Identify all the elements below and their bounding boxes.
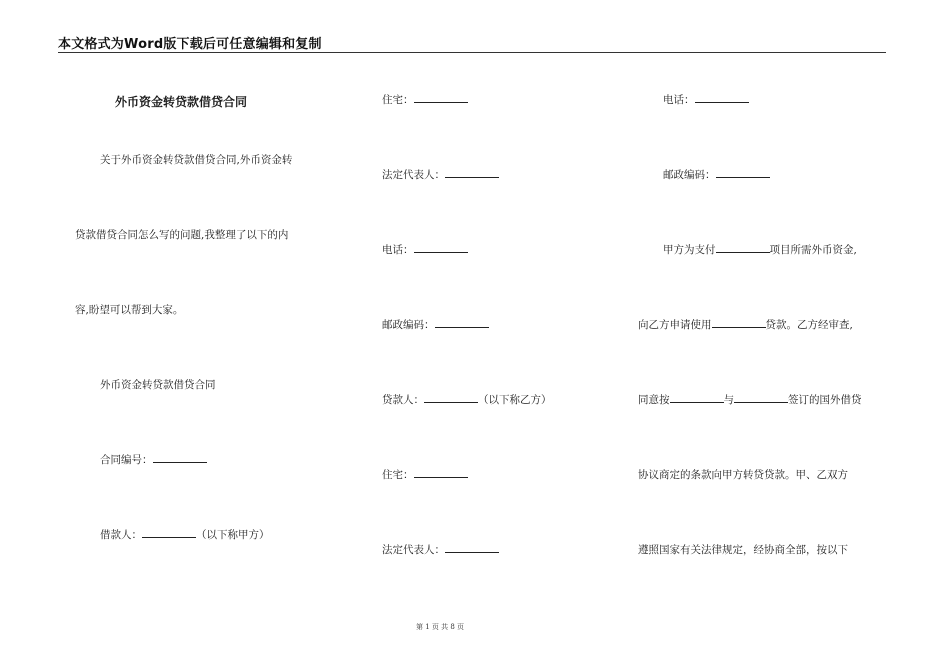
phone-blank-2 bbox=[695, 93, 749, 103]
borrower-blank bbox=[142, 528, 196, 538]
loan-type-blank bbox=[712, 318, 766, 328]
document-title: 外币资金转贷款借贷合同 bbox=[115, 95, 248, 109]
intro-line-1: 关于外币资金转贷款借贷合同,外币资金转 bbox=[100, 154, 293, 166]
lender-blank bbox=[424, 393, 478, 403]
body-text-3a: 同意按 bbox=[638, 394, 670, 406]
contract-number-label: 合同编号： bbox=[100, 454, 153, 466]
phone-row-1 bbox=[382, 243, 468, 257]
borrower-label: 借款人： bbox=[100, 529, 142, 541]
page-header: 本文格式为Word版下载后可任意编辑和复制 bbox=[58, 37, 322, 52]
body-text-3c: 签订的国外借贷 bbox=[788, 394, 862, 406]
body-text-1b: 项目所需外币资金, bbox=[769, 244, 857, 256]
postcode-row-1 bbox=[382, 318, 489, 332]
body-text-2a: 向乙方申请使用 bbox=[638, 319, 712, 331]
legal-rep-label-1: 法定代表人： bbox=[382, 169, 445, 181]
legal-rep-blank-1 bbox=[445, 168, 499, 178]
body-text-2b: 贷款。乙方经审查, bbox=[765, 319, 853, 331]
phone-row-2 bbox=[663, 93, 749, 107]
postcode-row-2 bbox=[663, 168, 770, 182]
borrower-suffix: （以下称甲方） bbox=[196, 529, 270, 541]
lender-suffix: （以下称乙方） bbox=[478, 394, 552, 406]
legal-rep-row-1 bbox=[382, 168, 499, 182]
body-line-4: 协议商定的条款向甲方转贷贷款。甲、乙双方 bbox=[638, 469, 848, 481]
postcode-blank-2 bbox=[716, 168, 770, 178]
party-b-blank bbox=[734, 393, 788, 403]
body-line-5: 遵照国家有关法律规定，经协商全部，按以下 bbox=[638, 544, 848, 556]
body-line-3 bbox=[638, 393, 862, 407]
borrower-row bbox=[100, 528, 270, 542]
postcode-label-2: 邮政编码： bbox=[663, 169, 716, 181]
project-blank bbox=[716, 243, 770, 253]
address-blank-2 bbox=[414, 468, 468, 478]
party-a-blank bbox=[670, 393, 724, 403]
legal-rep-row-2 bbox=[382, 543, 499, 557]
lender-label: 贷款人： bbox=[382, 394, 424, 406]
address-label-1: 住宅： bbox=[382, 94, 414, 106]
contract-name: 外币资金转贷款借贷合同 bbox=[100, 379, 216, 391]
address-row-2 bbox=[382, 468, 468, 482]
phone-label-1: 电话： bbox=[382, 244, 414, 256]
phone-label-2: 电话： bbox=[663, 94, 695, 106]
lender-row bbox=[382, 393, 552, 407]
body-line-1 bbox=[663, 243, 857, 257]
legal-rep-label-2: 法定代表人： bbox=[382, 544, 445, 556]
contract-number-row bbox=[100, 453, 207, 467]
intro-line-2: 贷款借贷合同怎么写的问题,我整理了以下的内 bbox=[75, 229, 289, 241]
text-column-2 bbox=[382, 0, 632, 672]
address-label-2: 住宅： bbox=[382, 469, 414, 481]
legal-rep-blank-2 bbox=[445, 543, 499, 553]
page-number: 第 1 页 共 8 页 bbox=[415, 623, 465, 631]
body-line-2 bbox=[638, 318, 853, 332]
body-text-1a: 甲方为支付 bbox=[663, 244, 716, 256]
text-column-1 bbox=[75, 0, 325, 672]
phone-blank-1 bbox=[414, 243, 468, 253]
contract-number-blank bbox=[153, 453, 207, 463]
postcode-label-1: 邮政编码： bbox=[382, 319, 435, 331]
address-blank-1 bbox=[414, 93, 468, 103]
text-column-3 bbox=[638, 0, 888, 672]
address-row-1 bbox=[382, 93, 468, 107]
intro-line-3: 容,盼望可以帮到大家。 bbox=[75, 304, 184, 316]
body-text-3b: 与 bbox=[723, 394, 734, 406]
postcode-blank-1 bbox=[435, 318, 489, 328]
